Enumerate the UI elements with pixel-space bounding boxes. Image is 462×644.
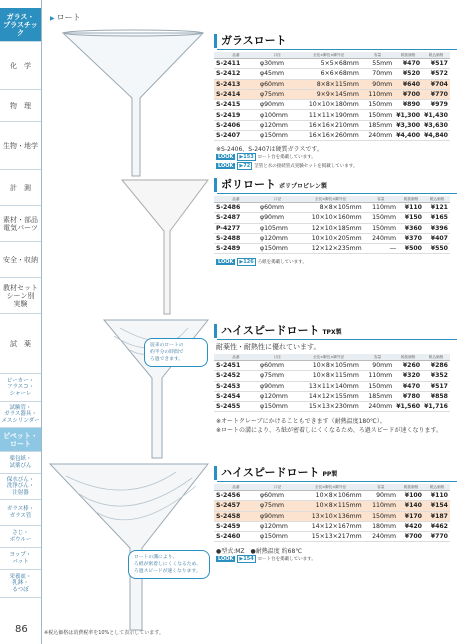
section-title-0 [214,34,457,48]
category-sidebar [0,0,42,644]
table-cell: φ120mm [258,233,297,243]
table-cell: 6×6×68mm [296,69,361,79]
table-cell: S-2414 [214,89,258,99]
table-cell: ¥4,400 [396,132,421,140]
table-cell: ¥517 [422,59,450,69]
table-row [214,491,450,501]
table-row [214,79,450,89]
look-reference[interactable] [216,153,316,161]
table-cell: ¥286 [422,361,450,371]
table-cell: 10×10×180mm [296,100,361,110]
table-cell: ¥154 [424,501,450,511]
table-row [214,233,450,243]
table-cell: 12×12×235mm [297,244,363,254]
poly-funnel-illustration [120,176,210,316]
sidebar-category-5[interactable]: 素材・部品 電気パーツ [0,206,41,242]
table-cell: ¥1,560 [396,403,421,411]
table-cell: ¥470 [394,59,422,69]
sidebar-category-0[interactable]: ガラス・ プラスチック [0,8,41,42]
table-cell: ¥260 [394,361,422,371]
table-cell: 240mm [361,402,394,412]
table-cell: φ45mm [258,69,296,79]
section-subtitle: PP製 [322,471,338,478]
table-row [214,131,450,141]
table-cell: 14×12×155mm [296,391,361,401]
look-tag: LOOK [218,258,234,265]
look-reference[interactable] [216,162,357,170]
pp-funnel-illustration [46,456,212,632]
table-cell: 10×8×115mm [296,371,361,381]
column-header: 品番 [214,52,258,59]
page-ref: ▶154 [239,555,254,562]
breadcrumb-text: ロート [56,13,81,22]
table-cell: 15×13×230mm [296,402,361,412]
table-cell: ¥770 [422,89,450,99]
table-cell: ¥140 [398,501,424,511]
table-cell: φ105mm [258,223,297,233]
column-header: 全長×脚長×脚外径 [297,196,363,203]
table-cell: S-2452 [214,371,258,381]
sidebar-category-6[interactable]: 安全・収納 [0,242,41,278]
table-cell: 8×8×115mm [296,79,361,89]
section-note: ●型式:MZ ●耐熱温度 約68℃ [216,547,303,555]
table-cell: ¥407 [424,233,450,243]
table-cell: S-2454 [214,391,258,401]
table-cell: 110mm [361,89,394,99]
column-header: 口径 [258,354,296,361]
section-note: ※S-2406、S-2407は硬質ガラスです。 [216,146,323,154]
table-cell: S-2487 [214,213,258,223]
table-cell: ¥517 [422,381,450,391]
table-row [214,361,450,371]
table-cell: 10×8×115mm [297,501,363,511]
sidebar-category-2[interactable]: 物 理 [0,90,41,122]
table-cell: ¥470 [394,381,422,391]
table-cell: 8×8×105mm [297,203,363,213]
table-cell: φ60mm [258,361,296,371]
table-cell: ¥100 [398,491,424,501]
table-cell: ¥370 [398,233,424,243]
table-row [214,532,450,542]
sidebar-category-17[interactable]: 栄養皿・ 乳鉢・ るつぼ [0,570,41,598]
table-cell: ¥150 [398,213,424,223]
table-cell: 90mm [361,79,394,89]
look-tag: LOOK [218,163,234,170]
table-cell: S-2419 [214,110,258,120]
tax-footnote: ※税込価格は消費税率を10%として表示しています。 [44,630,164,636]
table-cell: 15×13×217mm [297,532,363,542]
section-title-text: ハイスピードロート [221,466,320,479]
table-cell: φ90mm [258,381,296,391]
section-title-text: ガラスロート [221,34,287,47]
table-cell: P-4277 [214,223,258,233]
table-cell: S-2451 [214,361,258,371]
table-cell: φ120mm [258,120,296,130]
breadcrumb [50,12,81,23]
table-cell: ¥780 [394,391,422,401]
table-cell: 70mm [361,69,394,79]
table-cell: ¥360 [398,223,424,233]
table-cell: 12×10×185mm [297,223,363,233]
table-cell: 90mm [364,491,398,501]
table-cell: ¥890 [394,100,422,110]
table-cell: 110mm [364,203,398,213]
table-cell: 55mm [361,59,394,69]
table-cell: S-2411 [214,59,258,69]
table-cell: φ150mm [258,402,296,412]
table-cell: 9×9×145mm [296,89,361,99]
table-cell: ¥700 [394,89,422,99]
table-cell: 10×10×160mm [297,213,363,223]
column-header: 品番 [214,354,258,361]
table-cell: ¥704 [422,79,450,89]
column-header: 容量 [364,484,398,491]
page-ref: ▶72 [239,163,251,170]
table-cell: ¥770 [424,532,450,542]
column-header: 口径 [258,484,297,491]
column-header: 品番 [214,196,258,203]
sidebar-category-12[interactable]: 薬包紙・ 試薬びん [0,452,41,474]
sidebar-category-15[interactable]: さじ・ ボウルー [0,526,41,548]
page-ref: ▶126 [239,258,254,265]
look-text: ろ紙を掲載しています。 [257,259,307,265]
column-header: 税込価格 [424,484,450,491]
table-cell: φ60mm [258,203,297,213]
column-header: 全長×脚長×脚外径 [296,52,361,59]
column-header: 口径 [258,52,296,59]
table-cell: φ150mm [258,244,297,254]
table-row [214,110,450,120]
table-cell: ¥165 [424,213,450,223]
table-cell: 150mm [364,511,398,521]
table-cell: ¥700 [398,532,424,542]
table-cell: S-2415 [214,100,258,110]
table-cell: 150mm [361,100,394,110]
table-cell: 150mm [361,110,394,120]
table-cell: ¥320 [394,371,422,381]
column-header: 税込価格 [422,52,450,59]
table-cell: 185mm [361,391,394,401]
section-note: ※ロートの溝により、ろ紙が密着しにくくなるため、ろ過スピードが速くなります。 [216,426,443,434]
table-cell: φ90mm [258,511,297,521]
sidebar-category-11[interactable]: ピペット・ ロート [0,428,41,452]
table-cell: φ150mm [258,532,297,542]
section-title-3 [214,466,457,480]
sidebar-category-10[interactable]: 試験管・ ガラス器具・ メスシリンダー [0,402,41,428]
tpx-speed-callout: 従来のロートの 約半分の時間で ろ過できます。 [144,338,208,367]
look-reference[interactable] [216,258,307,266]
table-cell: ¥3,300 [396,121,421,129]
page-ref: ▶153 [239,154,254,161]
look-text: ロート台を掲載しています。 [257,556,316,562]
look-reference[interactable] [216,555,316,563]
table-cell: ¥396 [424,223,450,233]
table-cell: φ75mm [258,501,297,511]
table-cell: ¥4,840 [424,132,448,140]
look-tag: LOOK [218,555,234,562]
table-cell: ¥121 [424,203,450,213]
column-header: 品番 [214,484,258,491]
table-cell: S-2453 [214,381,258,391]
table-cell: φ75mm [258,89,296,99]
table-cell: ¥110 [398,203,424,213]
column-header: 税抜価格 [398,196,424,203]
table-cell: ¥110 [424,491,450,501]
table-cell: S-2459 [214,521,258,531]
section-title-2 [214,324,457,338]
table-cell: 150mm [361,381,394,391]
sidebar-category-9[interactable]: ビーカー・ フラスコ・ シャーレ [0,374,41,402]
section-note: ※オートクレーブにかけることもできます（耐熱温度180℃）。 [216,417,386,425]
column-header: 容量 [364,196,398,203]
look-text: ロート台を掲載しています。 [257,155,316,161]
table-cell: 240mm [364,233,398,243]
table-cell: S-2412 [214,69,258,79]
table-cell: 110mm [361,371,394,381]
table-cell: ¥1,300 [396,111,421,119]
table-row [214,244,450,254]
sidebar-category-8[interactable]: 試 薬 [0,314,41,374]
table-cell: ¥462 [424,521,450,531]
spec-table-0 [214,52,450,141]
sidebar-category-16[interactable]: ヨップ・ バット [0,548,41,570]
table-cell: ¥3,630 [424,121,448,129]
table-cell: ¥858 [422,391,450,401]
table-cell: φ60mm [258,491,297,501]
table-cell: S-2413 [214,79,258,89]
table-row [214,69,450,79]
table-cell: ¥979 [422,100,450,110]
table-cell: 10×8×105mm [296,361,361,371]
table-row [214,521,450,531]
table-cell: S-2460 [214,532,258,542]
sidebar-category-13[interactable]: 保水びん・ 洗浄びん・ 注射器 [0,474,41,500]
table-cell: 16×16×260mm [296,131,361,141]
table-row [214,402,450,412]
table-cell: 13×11×140mm [296,381,361,391]
table-cell: ¥420 [398,521,424,531]
table-row [214,381,450,391]
table-row [214,100,450,110]
table-cell: 150mm [364,223,398,233]
table-row [214,391,450,401]
sidebar-category-14[interactable]: ガラス棒・ ガラス管 [0,500,41,526]
table-cell: S-2457 [214,501,258,511]
column-header: 税込価格 [424,196,450,203]
table-cell: S-2486 [214,203,258,213]
column-header: 全長×脚長×脚外径 [296,354,361,361]
table-cell: ¥500 [398,244,424,254]
table-cell: S-2488 [214,233,258,243]
table-cell: φ90mm [258,213,297,223]
table-row [214,120,450,130]
column-header: 税込価格 [422,354,450,361]
column-header: 税抜価格 [394,52,422,59]
table-cell: 13×10×136mm [297,511,363,521]
spec-table-2 [214,354,450,412]
column-header: 口径 [258,196,297,203]
table-cell: ― [364,244,398,254]
table-cell: S-2455 [214,402,258,412]
table-cell: ¥187 [424,511,450,521]
table-row [214,203,450,213]
table-cell: 10×8×106mm [297,491,363,501]
section-title-text: ポリロート [221,178,276,191]
section-subtitle: TPX製 [322,329,342,336]
table-cell: 10×10×205mm [297,233,363,243]
column-header: 容量 [361,52,394,59]
look-tag: LOOK [218,154,234,161]
sidebar-category-3[interactable]: 生物・地学 [0,122,41,170]
table-row [214,59,450,69]
sidebar-category-7[interactable]: 教材セット シーン別 実験 [0,278,41,314]
table-row [214,223,450,233]
look-text: 茎管と水の接続管式実験セットを掲載しています。 [254,164,358,170]
column-header: 税抜価格 [398,484,424,491]
table-cell: φ75mm [258,371,296,381]
section-subtitle: ポリプロピレン製 [279,183,327,190]
table-cell: φ60mm [258,79,296,89]
table-cell: φ30mm [258,59,296,69]
table-cell: φ120mm [258,521,297,531]
table-cell: ¥640 [394,79,422,89]
page-number: 86 [15,624,28,635]
table-cell: 185mm [361,120,394,130]
table-cell: 240mm [364,532,398,542]
table-cell: φ100mm [258,110,296,120]
table-cell: ¥170 [398,511,424,521]
column-header: 容量 [361,354,394,361]
tpx-funnel-illustration [100,300,212,460]
table-cell: ¥352 [422,371,450,381]
table-cell: 180mm [364,521,398,531]
table-cell: φ90mm [258,100,296,110]
table-row [214,213,450,223]
table-cell: S-2456 [214,491,258,501]
table-cell: φ150mm [258,131,296,141]
table-row [214,89,450,99]
section-title-1 [214,178,457,192]
table-cell: ¥572 [422,69,450,79]
table-cell: 240mm [361,131,394,141]
table-cell: ¥550 [424,244,450,254]
section-title-text: ハイスピードロート [221,324,320,337]
table-cell: 16×16×210mm [296,120,361,130]
column-header: 税抜価格 [394,354,422,361]
table-cell: S-2489 [214,244,258,254]
table-cell: 14×12×167mm [297,521,363,531]
glass-funnel-illustration [58,28,208,178]
column-header: 全長×脚長×脚外径 [297,484,363,491]
table-cell: ¥1,430 [424,111,448,119]
table-cell: 150mm [364,213,398,223]
section-description: 耐薬性・耐熱性に優れています。 [216,343,321,351]
table-cell: φ120mm [258,391,296,401]
table-cell: S-2407 [214,131,258,141]
table-cell: 11×11×190mm [296,110,361,120]
table-cell: S-2406 [214,120,258,130]
spec-table-1 [214,196,450,254]
table-cell: 5×5×68mm [296,59,361,69]
table-cell: ¥1,716 [424,403,448,411]
table-cell: 110mm [364,501,398,511]
table-row [214,511,450,521]
table-cell: S-2458 [214,511,258,521]
sidebar-category-4[interactable]: 計 測 [0,170,41,206]
spec-table-3 [214,484,450,542]
triangle-icon: ▶ [50,15,55,22]
pp-groove-callout: ロートの溝により、 ろ紙が密着しにくくなるため、 ろ過スピードが速くなります。 [128,550,210,579]
table-row [214,501,450,511]
table-cell: ¥520 [394,69,422,79]
table-cell: 90mm [361,361,394,371]
table-row [214,371,450,381]
sidebar-category-1[interactable]: 化 学 [0,42,41,90]
